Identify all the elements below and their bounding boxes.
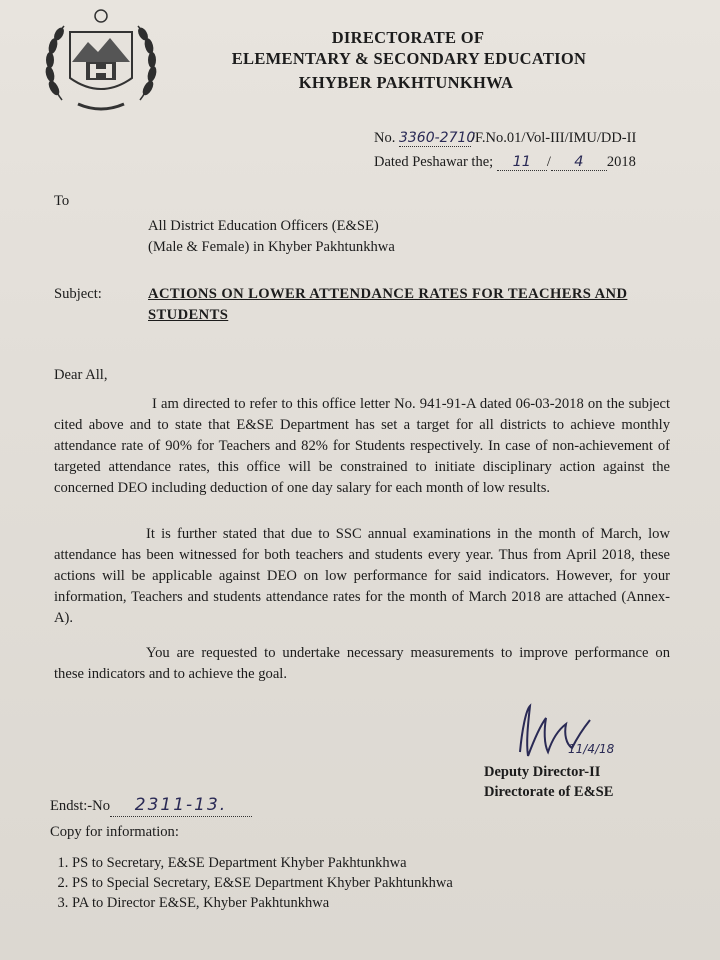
copy-for-information-label: Copy for information: [50, 824, 179, 840]
header-directorate-line: DIRECTORATE OF [331, 28, 485, 47]
copy-list [50, 853, 632, 913]
recipient-line-2: (Male & Female) in Khyber Pakhtunkhwa [148, 239, 395, 255]
signatory-designation: Deputy Director-II [484, 764, 601, 780]
paragraph-3: You are requested to undertake necessary measurements to improve performance on these indicators and to achieve the goal. [54, 645, 670, 682]
endorsement-label: Endst:-No [50, 798, 110, 814]
signature-date: 11/4/18 [568, 742, 615, 756]
endorsement [50, 795, 252, 817]
date-month: 4 [551, 154, 607, 171]
date-day: 11 [497, 154, 547, 171]
subject-line-2: STUDENTS [148, 307, 229, 323]
salutation: Dear All, [54, 367, 108, 383]
subject-line-1: ACTIONS ON LOWER ATTENDANCE RATES FOR TEACHERS AND [148, 286, 628, 302]
endorsement-number: 2311-13. [110, 795, 252, 817]
copy-list-item: 2. PS to Special Secretary, E&SE Department Khyber Pakhtunkhwa [72, 873, 632, 893]
paragraph-2: It is further stated that due to SSC annual examinations in the month of March, low attendance has been witnessed for both teachers and students every year. Thus from April 2018, these actions will be applicable against DEO on low performance for said indicators. However, for your information, Teachers and students attendance rates for the month of March 2018 are attached (Annex-A). [54, 526, 670, 626]
handwritten-signature-icon [510, 700, 630, 766]
paragraph-1: I am directed to refer to this office letter No. 941-91-A dated 06-03-2018 on the subject cited above and to state that E&SE Department has set a target for all districts to achieve monthly attendance rate of 90% for Teachers and 82% for Students respectively. In case of non-achievement of targeted attendance rates, this office will be constrained to initiate disciplinary action against the concerned DEO including deduction of one day salary for each month of low results. [54, 396, 670, 496]
dated-label: Dated Peshawar the; [374, 154, 494, 170]
recipient-line-1: All District Education Officers (E&SE) [148, 218, 379, 234]
reference-number [374, 130, 636, 147]
signatory-office: Directorate of E&SE [484, 784, 614, 800]
copy-list-item: 1. PS to Secretary, E&SE Department Khyber Pakhtunkhwa [72, 853, 632, 873]
reference-no-handwritten: 3360-2710 [398, 130, 476, 146]
to-label: To [54, 193, 70, 209]
reference-no-label: No. [374, 130, 396, 146]
reference-no-suffix: /F.No.01/Vol-III/IMU/DD-II [470, 130, 637, 146]
subject-text [148, 284, 660, 326]
date-year: 2018 [606, 154, 636, 170]
header-province-line: KHYBER PAKHTUNKHWA [298, 73, 514, 92]
reference-date: Dated Peshawar the; 11 / 4 2018 [374, 154, 636, 170]
header-department-line: ELEMENTARY & SECONDARY EDUCATION [231, 49, 587, 68]
government-emblem-icon [40, 0, 162, 122]
copy-list-item: 3. PA to Director E&SE, Khyber Pakhtunkhwa [72, 893, 632, 913]
subject-label: Subject: [54, 286, 102, 302]
